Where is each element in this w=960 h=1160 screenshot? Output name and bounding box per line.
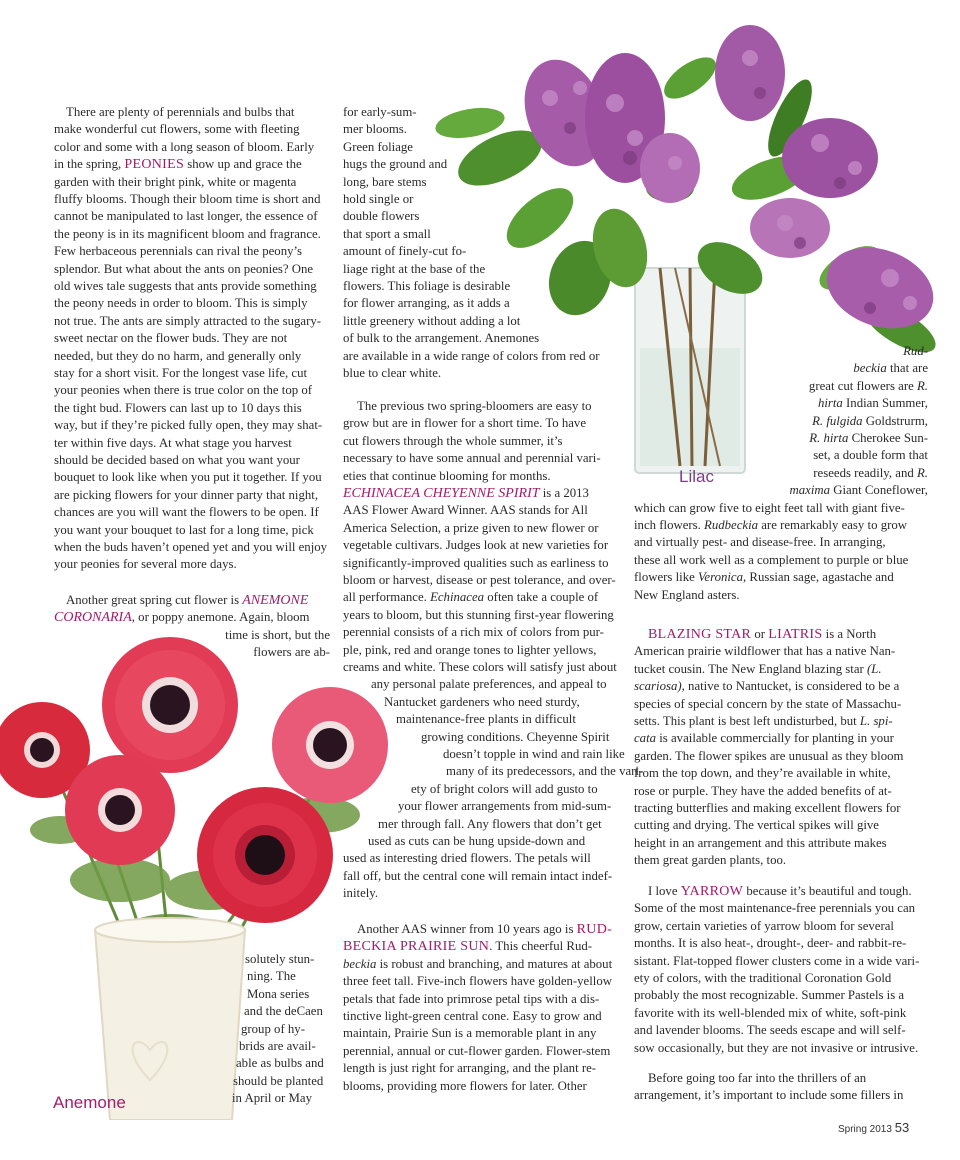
text-line: are available in a wide range of colors from red or (343, 348, 600, 363)
text-line: sistant. Flat-topped flower clusters come in a wide vari- (634, 953, 920, 968)
text-run: is a North (822, 627, 877, 641)
text-line: solutely stun- (245, 952, 315, 966)
text-line: tucket cousin. The New England blazing star (L. (634, 661, 882, 676)
highlighted-plant-name: BLAZING STAR (648, 627, 752, 642)
text-line: sow occasionally, but they are not invasive or intrusive. (634, 1040, 919, 1055)
text-line: set, a double form that (813, 448, 928, 463)
text-run: in the spring, (54, 157, 125, 172)
text-line: that sport a small (343, 226, 431, 241)
italic-term: beckia (853, 361, 887, 376)
text-line: perennial consists of a rich mix of colors from pur- (343, 625, 604, 640)
text-line: significantly-improved qualities such as earliness to (343, 555, 609, 570)
text-line: beckia is robust and branching, and matures at about (343, 956, 613, 971)
highlighted-plant-name: ANEMONE (242, 593, 309, 608)
text-line: flowers are ab- (253, 645, 330, 660)
text-line: in April or May (232, 1091, 312, 1106)
text-line: scariosa), native to Nantucket, is considered to be a (634, 679, 900, 694)
text-line: garden. The flower spikes are unusual as they bloom (634, 748, 904, 763)
text-line: used as cuts can be hung upside-down and (368, 834, 586, 848)
text-line: ety of colors, with the traditional Coronation Gold (634, 971, 892, 985)
text-line: chances are you will want the flowers to be open. If (54, 505, 319, 520)
text-line: grow, certain varieties of yarrow bloom for several (634, 918, 894, 933)
white-vase (95, 918, 245, 1120)
text-line: all performance. Echinacea often take a couple of (343, 590, 599, 605)
text-line: necessary to have some annual and perennial vari- (343, 451, 601, 466)
text-line: setts. This plant is best left undisturbed, but L. spi- (634, 714, 893, 728)
text-run: because it’s beautiful and tough. (743, 884, 912, 898)
text-run: or (751, 627, 769, 641)
text-line: reseeds readily, and R. (813, 465, 928, 480)
highlighted-plant-name: PEONIES (124, 157, 185, 173)
text-line: maxima Giant Coneflower, (789, 483, 928, 498)
text-line: and the deCaen (244, 1004, 323, 1019)
text-line: America Selection, a prize given to new flower or (343, 520, 599, 535)
page-number: 53 (894, 1120, 910, 1135)
text-line: R. fulgida Goldstrurm, (812, 413, 928, 428)
italic-term: R. (812, 413, 824, 428)
text-line: any personal palate preferences, and appeal to (371, 677, 607, 692)
text-line: bouquet to look like when you put it together. If you (54, 470, 322, 485)
text-line (54, 156, 302, 173)
text-line: garden with their bright pink, white or magenta (54, 174, 297, 189)
text-line: the peony needs in order to bloom. This is simply (54, 296, 308, 311)
issue-label: Spring 2013 (838, 1124, 892, 1135)
text-line: ple, pink, red and orange tones to lighter yellows, (343, 642, 597, 657)
text-run: is a 2013 (539, 486, 589, 500)
text-line: Mona series (247, 986, 310, 1001)
text-line: many of its predecessors, and the vari- (446, 764, 644, 779)
text-line: beckia that are (853, 361, 928, 376)
text-line: mer blooms. (343, 122, 407, 137)
italic-term: fulgida (826, 413, 863, 428)
text-line (903, 343, 928, 360)
text-line: the peony is in its magnificent bloom and fragrance. (54, 226, 321, 241)
text-line: little greenery without adding a lot (343, 313, 521, 328)
text-line: are picking flowers for your dinner party that night, (54, 487, 319, 502)
highlighted-plant-name: BECKIA PRAIRIE SUN (343, 939, 490, 955)
text-line: your peonies for several more days. (54, 557, 237, 572)
text-line: arrangement, it’s important to include some fillers in (634, 1088, 904, 1103)
text-line: cata is available commercially for planting in your (634, 731, 894, 746)
text-line: the tight bud. Flowers can last up to 10 days this (54, 400, 302, 415)
text-line: inch flowers. Rudbeckia are remarkably easy to grow (634, 518, 907, 532)
text-line: months. It is also heat-, drought-, deer- and rabbit-re- (634, 936, 907, 951)
text-line: way, but if they’re picked fully open, they may shat- (54, 418, 323, 433)
italic-term: spi- (873, 714, 893, 728)
text-line: time is short, but the (225, 627, 330, 642)
text-line: years to bloom, but this stunning first-year flowering (343, 607, 614, 622)
text-line: length is just right for arranging, and the plant re- (343, 1061, 597, 1076)
glass-vase (635, 268, 745, 473)
text-line: you want your bouquet to last for a long time, pick (54, 522, 314, 537)
text-line: vegetable cultivars. Judges look at new varieties for (343, 538, 609, 553)
text-line: when the buds haven’t opened yet and you will enjoy (54, 540, 328, 554)
italic-term: hirta (823, 431, 849, 445)
page-folio (838, 1120, 909, 1135)
text-line (357, 921, 612, 938)
text-line: Nantucket gardeners who need sturdy, (384, 694, 580, 709)
italic-term: R. (916, 465, 928, 480)
text-line: fall off, but the central cone will remain intact indef- (343, 868, 613, 883)
text-line: favorite with its well-blended mix of white, soft-pink (634, 1005, 907, 1020)
text-line: color and some with a long season of bloom. Early (54, 139, 315, 154)
text-line: cut flowers through the whole summer, it’s (343, 433, 563, 448)
text-line: of bulk to the arrangement. Anemones (343, 331, 540, 346)
text-line: old wives tale suggests that ants provide something (54, 279, 317, 293)
italic-term: R. (809, 431, 821, 445)
text-line: cannot be manipulated to last longer, the essence of (54, 209, 318, 224)
text-line: flowers. This foliage is desirable (343, 279, 511, 293)
text-run: . This cheerful Rud- (489, 939, 593, 954)
highlighted-plant-name: ECHINACEA CHEYENNE SPIRIT (343, 486, 540, 501)
text-line: ter within five days. At what stage you harvest (54, 435, 292, 450)
text-line: creams and white. These colors will satisfy just about (343, 660, 617, 674)
text-line: for flower arranging, as it adds a (343, 296, 510, 311)
italic-term: R. (916, 378, 928, 393)
text-run: , or poppy anemone. Again, bloom (131, 610, 310, 625)
text-line: growing conditions. Cheyenne Spirit (421, 729, 610, 744)
text-line: eties that continue blooming for months. (343, 468, 551, 483)
text-line: hirta Indian Summer, (817, 396, 928, 411)
text-line: tinctive light-green central cone. Easy to grow and (343, 1009, 602, 1023)
text-line (648, 626, 876, 643)
text-line: probably the most recognizable. Summer Pastels is a (634, 988, 905, 1003)
text-line: The previous two spring-bloomers are easy to (357, 399, 592, 413)
text-line: sweet nectar on the flower buds. They are not (54, 331, 288, 346)
text-line: R. hirta Cherokee Sun- (809, 431, 928, 445)
text-line: grow but are in flower for a short time. To have (343, 416, 587, 431)
text-run: I love (648, 884, 681, 898)
text-line: petals that fade into primrose petal tips with a dis- (343, 991, 600, 1006)
text-line: height in an arrangement and this attribute makes (634, 835, 887, 850)
italic-term: scariosa), (634, 679, 685, 694)
text-line (343, 938, 592, 955)
lilac-caption: Lilac (679, 467, 714, 486)
text-line: initely. (343, 886, 379, 901)
text-line (648, 883, 912, 900)
highlighted-plant-name: YARROW (680, 884, 744, 899)
text-line: your flower arrangements from mid-sum- (398, 799, 612, 814)
text-line: needed, but they do no harm, and generally only (54, 348, 302, 363)
italic-term: beckia (343, 956, 377, 971)
text-line: mer through fall. Any flowers that don’t get (378, 816, 602, 831)
text-line: stay for a short visit. For the longest vase life, cut (54, 366, 308, 380)
text-line: maintenance-free plants in difficult (396, 712, 576, 727)
text-line: used as interesting dried flowers. The petals will (343, 851, 591, 866)
text-line: bloom or harvest, disease or pest tolerance, and over- (343, 573, 616, 587)
text-line: not true. The ants are simply attracted to the sugary- (54, 313, 321, 328)
text-line: hold single or (343, 192, 414, 206)
highlighted-plant-name: RUD- (576, 922, 613, 937)
italic-term: Veronica, (698, 570, 747, 585)
text-line: fluffy blooms. Though their bloom time is short and (54, 192, 321, 206)
text-line: brids are avail- (239, 1039, 316, 1053)
text-line: There are plenty of perennials and bulbs that (66, 105, 295, 119)
text-line: flowers like Veronica, Russian sage, agastache and (634, 570, 894, 585)
text-run: show up and grace the (184, 157, 302, 172)
text-line: long, bare stems (343, 174, 427, 189)
text-run: Another great spring cut flower is (66, 593, 243, 607)
text-line (66, 592, 308, 609)
text-line: New England asters. (634, 587, 740, 602)
italic-term: Rudbeckia (704, 518, 759, 532)
highlighted-plant-name: CORONARIA (54, 610, 132, 626)
text-line: make wonderful cut flowers, some with fleeting (54, 122, 300, 137)
text-line: ning. The (247, 969, 296, 984)
italic-term: Rud- (903, 344, 928, 358)
highlighted-plant-name: LIATRIS (768, 627, 823, 642)
text-line (343, 485, 589, 502)
text-line: which can grow five to eight feet tall with giant five- (634, 500, 905, 515)
text-line: tracting butterflies and making excellent flowers for (634, 801, 901, 815)
text-line: Some of the most maintenance-free perennials you can (634, 901, 916, 916)
text-line: Green foliage (343, 139, 413, 154)
text-line: rose or purple. They have the added benefits of at- (634, 783, 892, 798)
text-line: able as bulbs and (236, 1056, 324, 1071)
text-line: should be decided based on what you want your (54, 453, 300, 467)
text-line: perennial, annual or cut-flower garden. Flower-stem (343, 1043, 611, 1058)
italic-term: L. (859, 714, 871, 728)
text-line: hugs the ground and (343, 157, 448, 172)
text-line: maintain, Prairie Sun is a memorable plant in any (343, 1026, 597, 1041)
text-line: Few herbaceous perennials can rival the peony’s (54, 244, 303, 259)
italic-term: Echinacea (430, 590, 485, 605)
text-line: group of hy- (241, 1021, 305, 1036)
text-line: these all work well as a complement to purple or blue (634, 552, 909, 567)
text-run: Another AAS winner from 10 years ago is (357, 922, 577, 936)
text-line (54, 609, 309, 626)
text-line: ety of bright colors will add gusto to (411, 781, 598, 796)
text-line: and lavender blooms. The seeds escape and will self- (634, 1023, 906, 1038)
italic-term: (L. (866, 661, 882, 676)
italic-term: hirta (817, 396, 843, 411)
text-line: doesn’t topple in wind and rain like (443, 747, 625, 761)
italic-term: maxima (789, 483, 831, 498)
text-line: cutting and drying. The vertical spikes will give (634, 818, 879, 833)
text-line: American prairie wildflower that has a native Nan- (634, 644, 896, 659)
text-line: double flowers (343, 209, 420, 224)
text-line: should be planted (233, 1073, 324, 1088)
text-line: Before going too far into the thrillers of an (648, 1071, 867, 1085)
text-line: and virtually pest- and disease-free. In arranging, (634, 535, 886, 550)
text-line: blue to clear white. (343, 366, 442, 380)
text-line: from the top down, and they’re available in white, (634, 766, 891, 781)
text-line: great cut flowers are R. (808, 378, 928, 393)
text-line: your peonies when there is true color on the top of (54, 383, 312, 398)
anemone-caption: Anemone (53, 1093, 126, 1112)
text-line: species of special concern by the state of Massachu- (634, 696, 902, 711)
italic-term: cata (634, 731, 657, 746)
text-line: for early-sum- (343, 105, 417, 119)
text-line: liage right at the base of the (343, 261, 486, 276)
text-line: splendor. But what about the ants on peonies? One (54, 261, 314, 276)
text-line: blooms, providing more flowers for later. Other (343, 1078, 587, 1093)
text-line: them great garden plants, too. (634, 853, 787, 868)
text-line: three feet tall. Five-inch flowers have golden-yellow (343, 974, 612, 989)
text-line: AAS Flower Award Winner. AAS stands for All (343, 503, 588, 518)
text-line: amount of finely-cut fo- (343, 244, 467, 259)
